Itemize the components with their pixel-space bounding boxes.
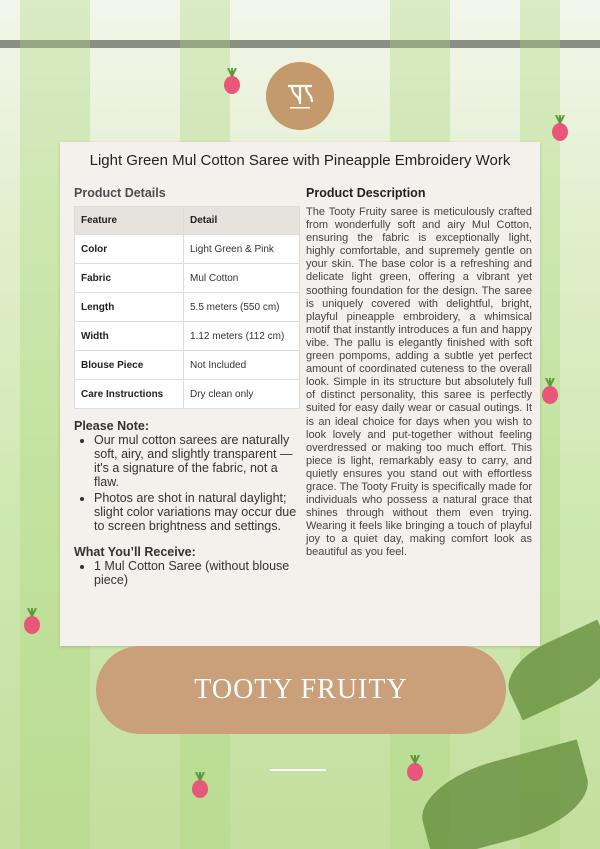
- pineapple-icon: [22, 608, 42, 634]
- pineapple-icon: [222, 68, 242, 94]
- collection-banner: [96, 646, 506, 734]
- brand-logo-icon: [278, 74, 322, 118]
- list-item: • 1 Mul Cotton Saree (without blouse piece): [94, 559, 300, 587]
- please-note-section: [74, 419, 300, 533]
- detail-cell: 1.12 meters (112 cm): [184, 322, 300, 351]
- table-row: [75, 235, 300, 264]
- feature-cell: Width: [75, 322, 184, 351]
- list-item: • Our mul cotton sarees are naturally soft, airy, and slightly transparent — it's a signature of the fabric, not a flaw.: [94, 433, 300, 489]
- pineapple-icon: [405, 755, 425, 781]
- feature-cell: Fabric: [75, 264, 184, 293]
- curtain-rod: [0, 40, 600, 48]
- product-details-column: [74, 186, 300, 589]
- detail-cell: Light Green & Pink: [184, 235, 300, 264]
- brand-logo[interactable]: [266, 62, 334, 130]
- receive-section: [74, 545, 300, 587]
- product-info-panel: [60, 142, 540, 646]
- feature-cell: Care Instructions: [75, 380, 184, 409]
- product-description-text: The Tooty Fruity saree is meticulously crafted from wonderfully soft and airy Mul Cotton, ensuring the fabric is exceptionally light, highly comfortable, and supremely gentle on your skin. The base color is a refreshing and delicate light green, offering a vibrant yet soothing foundation for the design. The saree is uniquely covered with delightful, bright, playful pineapple embroidery, a whimsical motif that instantly introduces a fun and happy vibe. The pallu is elegantly finished with soft green pompoms, adding a subtle yet perfect amount of coordinated cuteness to the overall look. Simple in its structure but absolutely full of distinct personality, this saree is perfectly suited for easy daily wear or casual outings. It is an ideal choice for days when you wish to look lovely and put-together without feeling overdressed or making too much effort. This piece is light, remarkably easy to carry, and quietly ensures you stand out with effortless grace. The Tooty Fruity is specifically made for individuals who possess a natural grace that shines through without them even trying. Wearing it feels like bringing a touch of playful joy to a quiet day, making comfort look as beautiful as you feel.: [306, 206, 532, 559]
- please-note-list: [74, 433, 300, 533]
- table-row: [75, 293, 300, 322]
- receive-list: [74, 559, 300, 587]
- detail-cell: Mul Cotton: [184, 264, 300, 293]
- detail-cell: Dry clean only: [184, 380, 300, 409]
- product-details-table: [74, 206, 300, 409]
- table-header-feature: Feature: [75, 207, 184, 235]
- pineapple-icon: [540, 378, 560, 404]
- list-item: • Photos are shot in natural daylight; slight color variations may occur due to screen brightness and settings.: [94, 491, 300, 533]
- table-row: [75, 351, 300, 380]
- table-header-detail: Detail: [184, 207, 300, 235]
- feature-cell: Length: [75, 293, 184, 322]
- detail-cell: 5.5 meters (550 cm): [184, 293, 300, 322]
- feature-cell: Color: [75, 235, 184, 264]
- table-row: [75, 322, 300, 351]
- receive-heading: What You’ll Receive:: [74, 545, 196, 559]
- table-row: [75, 380, 300, 409]
- table-row: [75, 264, 300, 293]
- divider-line: [270, 769, 326, 771]
- detail-cell: Not Included: [184, 351, 300, 380]
- product-details-heading: Product Details: [74, 186, 166, 200]
- product-description-column: [306, 186, 532, 560]
- product-description-heading: Product Description: [306, 186, 426, 200]
- please-note-heading: Please Note:: [74, 419, 150, 433]
- table-header-row: [75, 207, 300, 235]
- product-title: Light Green Mul Cotton Saree with Pineapple Embroidery Work: [89, 152, 511, 169]
- feature-cell: Blouse Piece: [75, 351, 184, 380]
- pineapple-icon: [550, 115, 570, 141]
- pineapple-icon: [190, 772, 210, 798]
- collection-name: TOOTY FRUITY: [194, 674, 408, 705]
